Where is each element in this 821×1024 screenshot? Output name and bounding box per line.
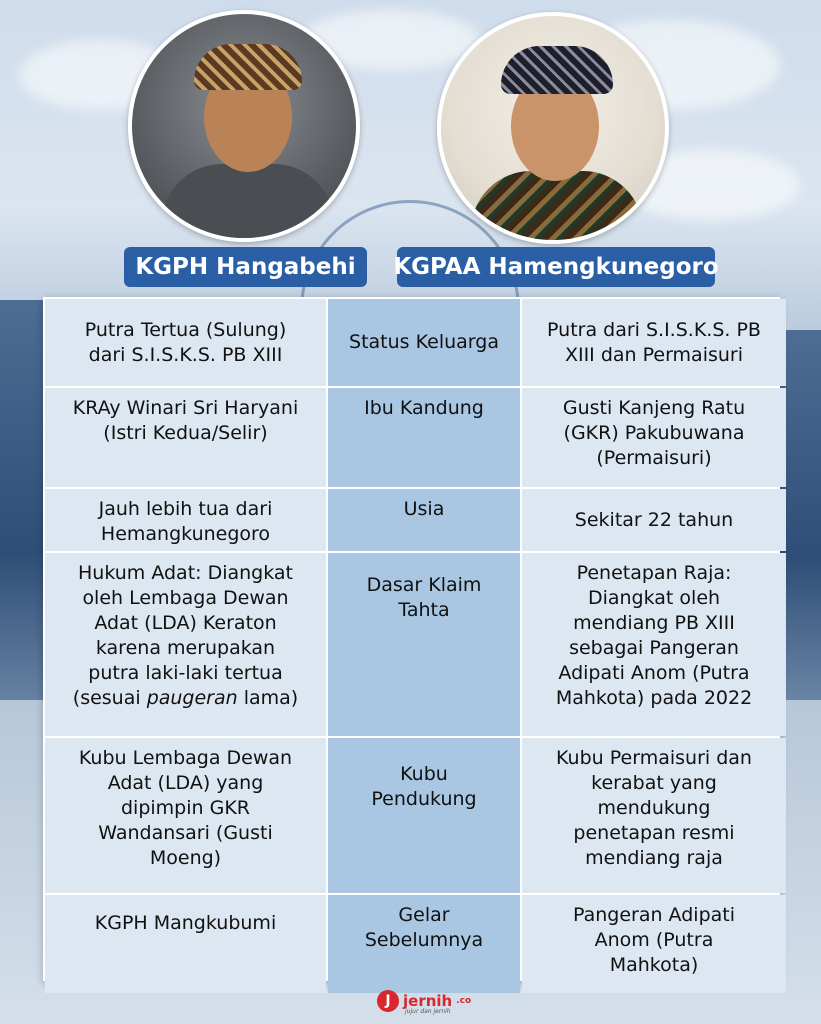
claim-text-end: lama) bbox=[237, 687, 299, 709]
logo-suffix: .co bbox=[456, 996, 472, 1006]
row-label-age: Usia bbox=[328, 489, 520, 551]
jernih-logo bbox=[377, 990, 472, 1015]
logo-tagline: jujur dan jernih bbox=[405, 1008, 451, 1015]
row-label-claim: Dasar Klaim Tahta bbox=[328, 553, 520, 736]
cell-left-mother: KRAy Winari Sri Haryani (Istri Kedua/Selir) bbox=[45, 388, 326, 487]
cell-left-supporters: Kubu Lembaga Dewan Adat (LDA) yang dipimpin GKR Wandansari (Gusti Moeng) bbox=[45, 738, 326, 893]
portrait-body bbox=[162, 164, 334, 242]
cell-left-age: Jauh lebih tua dari Hemangkunegoro bbox=[45, 489, 326, 551]
portrait-hamengkunegoro bbox=[437, 12, 669, 244]
cell-left-title: KGPH Mangkubumi bbox=[45, 895, 326, 993]
comparison-table bbox=[43, 297, 780, 981]
row-label-title: Gelar Sebelumnya bbox=[328, 895, 520, 993]
cell-right-claim: Penetapan Raja: Diangkat oleh mendiang PB XIII sebagai Pangeran Adipati Anom (Putra Mahkota) pada 2022 bbox=[522, 553, 786, 736]
claim-text: Hukum Adat: Diangkat oleh Lembaga Dewan Adat (LDA) Keraton karena merupakan putra laki-laki tertua (sesuai bbox=[72, 562, 293, 709]
row-label-supporters: Kubu Pendukung bbox=[328, 738, 520, 893]
row-label-mother: Ibu Kandung bbox=[328, 388, 520, 487]
name-label-right: KGPAA Hamengkunegoro bbox=[397, 247, 715, 287]
cell-right-mother: Gusti Kanjeng Ratu (GKR) Pakubuwana (Permaisuri) bbox=[522, 388, 786, 487]
cell-left-status: Putra Tertua (Sulung) dari S.I.S.K.S. PB XIII bbox=[45, 299, 326, 386]
logo-text: jernih bbox=[403, 992, 453, 1010]
cell-right-supporters: Kubu Permaisuri dan kerabat yang mendukung penetapan resmi mendiang raja bbox=[522, 738, 786, 893]
cell-right-title: Pangeran Adipati Anom (Putra Mahkota) bbox=[522, 895, 786, 993]
row-label-status: Status Keluarga bbox=[328, 299, 520, 386]
claim-italic-term: paugeran bbox=[146, 687, 238, 709]
blangkon-hat bbox=[194, 44, 302, 90]
name-label-left: KGPH Hangabehi bbox=[124, 247, 367, 287]
portrait-hangabehi bbox=[128, 10, 360, 242]
portrait-body bbox=[471, 171, 643, 244]
cell-left-claim bbox=[45, 553, 326, 736]
blangkon-hat bbox=[501, 46, 613, 94]
cell-right-status: Putra dari S.I.S.K.S. PB XIII dan Permaisuri bbox=[522, 299, 786, 386]
cell-right-age: Sekitar 22 tahun bbox=[522, 489, 786, 551]
drop-icon: J bbox=[377, 990, 399, 1012]
